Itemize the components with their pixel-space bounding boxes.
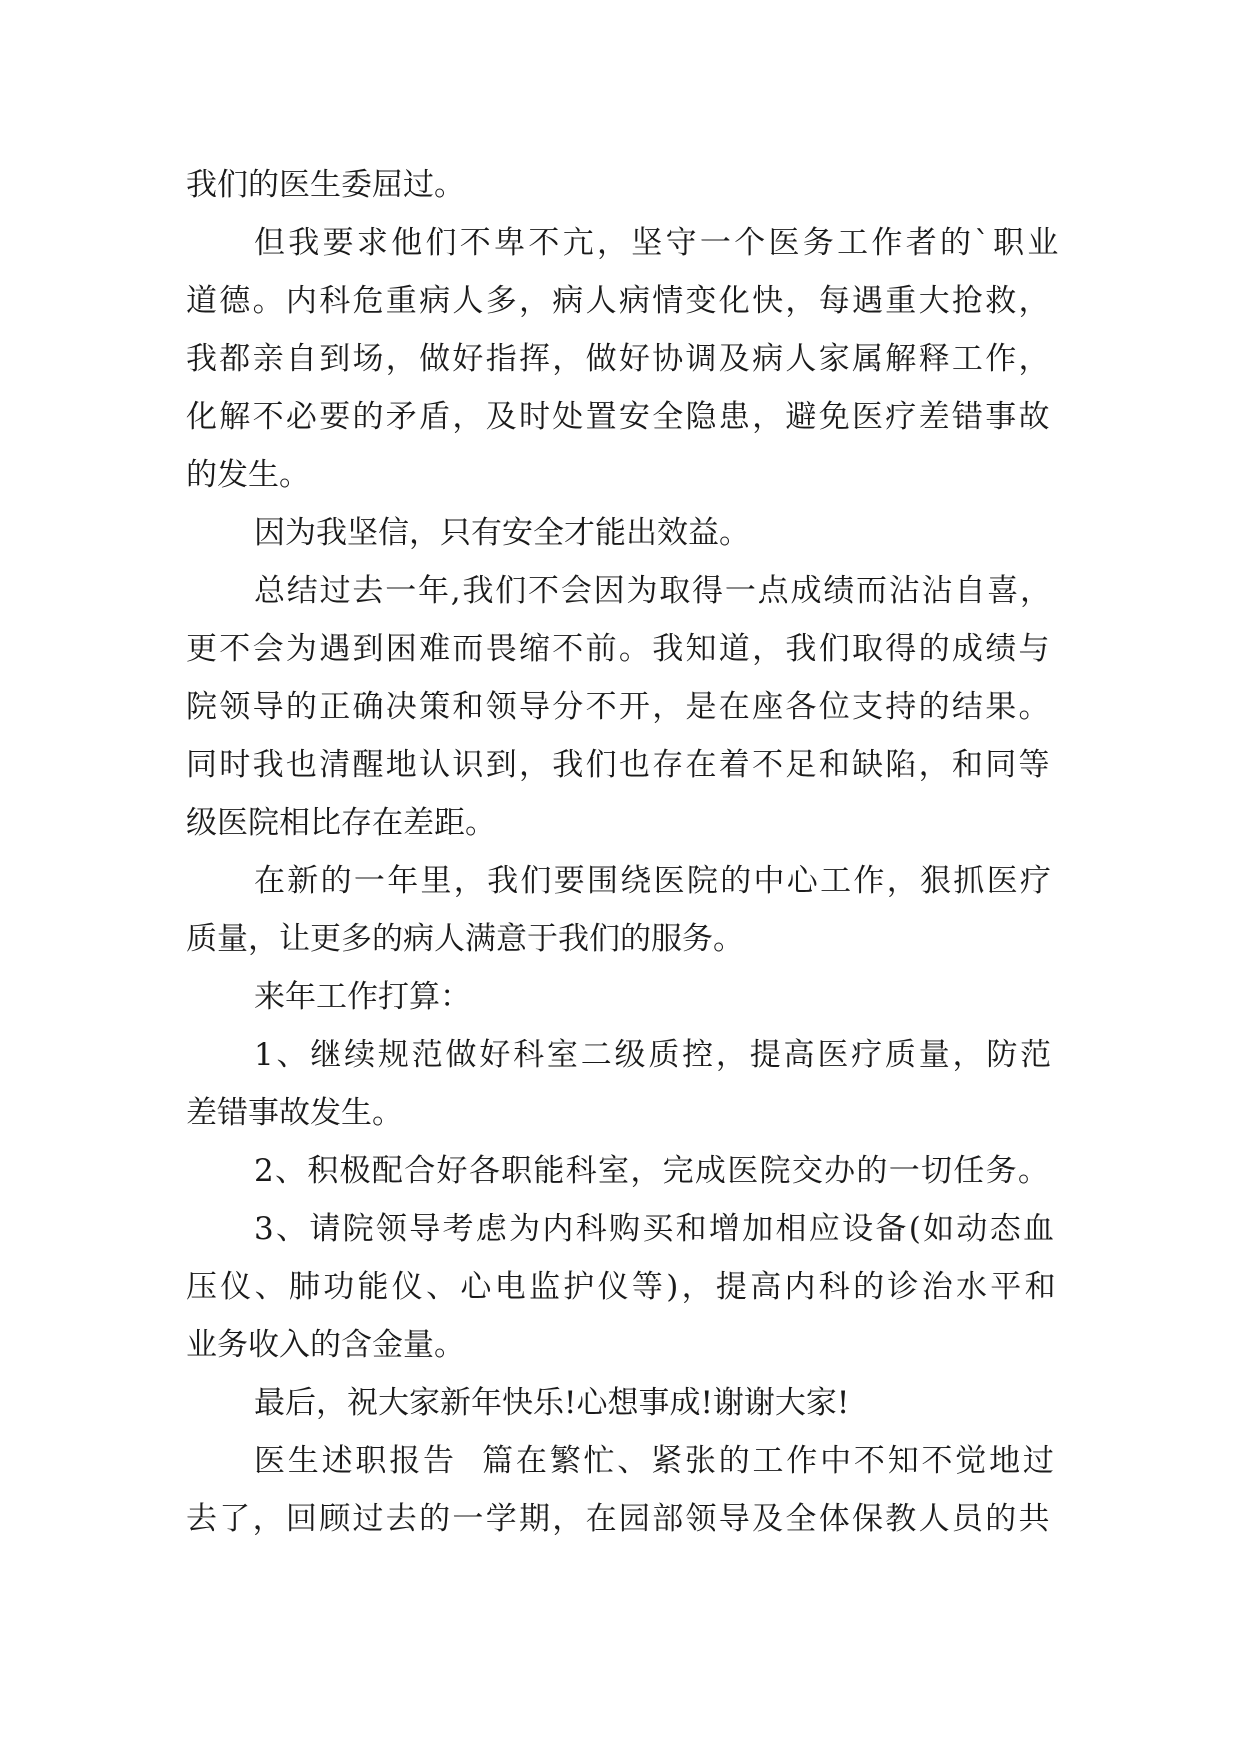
text-line: 我都亲自到场，做好指挥，做好协调及病人家属解释工作， xyxy=(186,341,1052,377)
text-line: 在新的一年里，我们要围绕医院的中心工作，狠抓医疗 xyxy=(254,863,1054,899)
text-line: 去了，回顾过去的一学期，在园部领导及全体保教人员的共 xyxy=(186,1501,1052,1537)
text-line: 差错事故发生。 xyxy=(186,1095,403,1131)
text-line: 我们的医生委屈过。 xyxy=(186,167,465,203)
text-line: 质量，让更多的病人满意于我们的服务。 xyxy=(186,921,744,957)
text-line: 道德。内科危重病人多，病人病情变化快，每遇重大抢救， xyxy=(186,283,1052,319)
text-line: 2、积极配合好各职能科室，完成医院交办的一切任务。 xyxy=(254,1153,1051,1189)
text-line: 同时我也清醒地认识到，我们也存在着不足和缺陷，和同等 xyxy=(186,747,1052,783)
text-line: 因为我坚信，只有安全才能出效益。 xyxy=(254,515,750,551)
text-line: 的发生。 xyxy=(186,457,310,493)
text-line: 3、请院领导考虑为内科购买和增加相应设备(如动态血 xyxy=(254,1211,1057,1247)
text-line: 医生述职报告 篇在繁忙、紧张的工作中不知不觉地过 xyxy=(254,1443,1057,1479)
text-line: 级医院相比存在差距。 xyxy=(186,805,496,841)
text-line: 1、继续规范做好科室二级质控，提高医疗质量，防范 xyxy=(254,1037,1054,1073)
text-line: 总结过去一年,我们不会因为取得一点成绩而沾沾自喜， xyxy=(254,573,1053,609)
text-line: 最后，祝大家新年快乐!心想事成!谢谢大家! xyxy=(254,1385,850,1421)
text-line: 来年工作打算： xyxy=(254,979,471,1015)
text-line: 院领导的正确决策和领导分不开，是在座各位支持的结果。 xyxy=(186,689,1052,725)
text-line: 业务收入的含金量。 xyxy=(186,1327,465,1363)
text-line: 但我要求他们不卑不亢，坚守一个医务工作者的`职业 xyxy=(254,225,1062,261)
text-line: 更不会为遇到困难而畏缩不前。我知道，我们取得的成绩与 xyxy=(186,631,1052,667)
text-line: 化解不必要的矛盾，及时处置安全隐患，避免医疗差错事故 xyxy=(186,399,1052,435)
text-line: 压仪、肺功能仪、心电监护仪等)，提高内科的诊治水平和 xyxy=(186,1269,1059,1305)
